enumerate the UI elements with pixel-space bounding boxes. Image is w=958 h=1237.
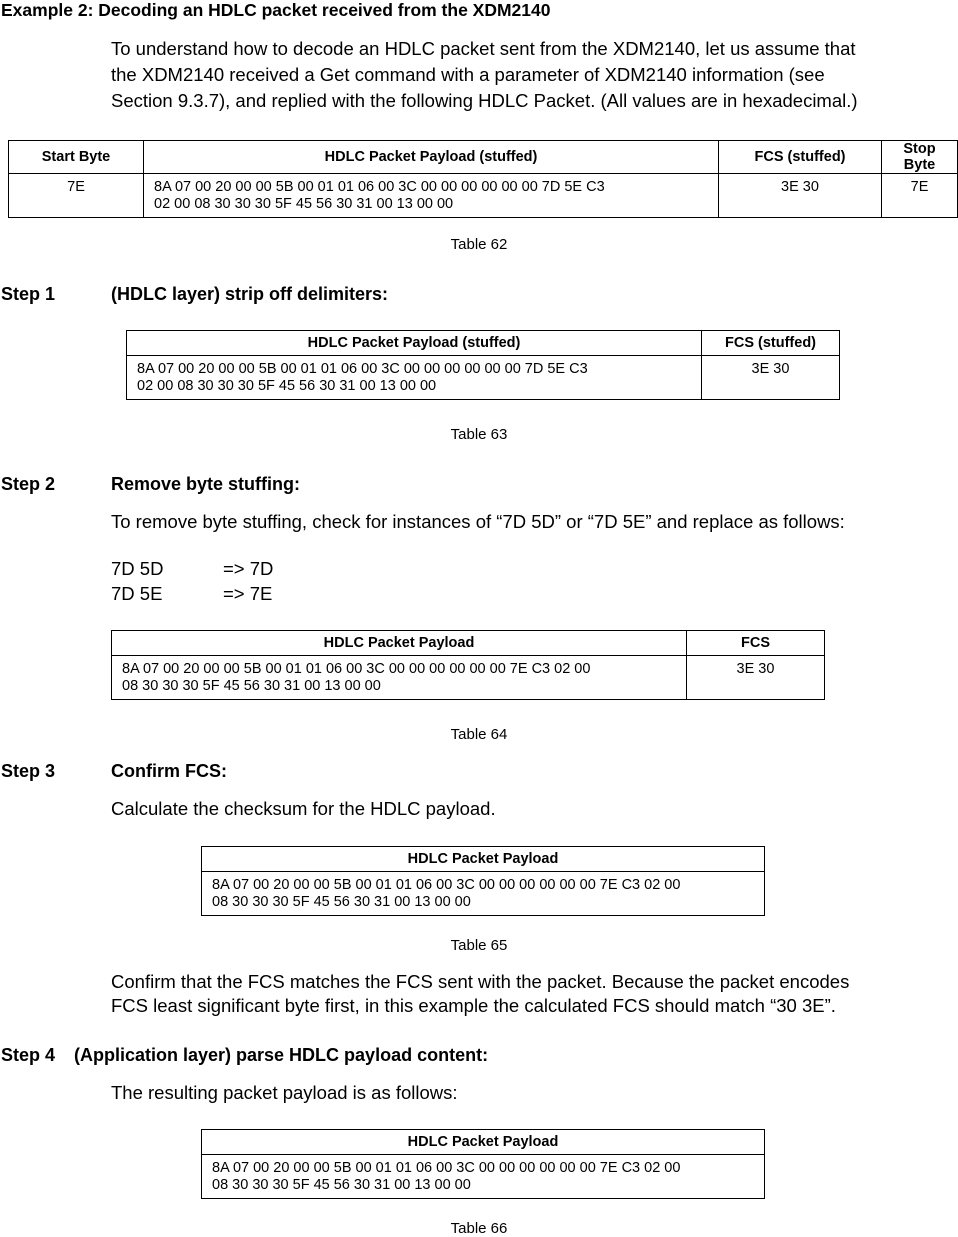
- table-caption: Table 66: [450, 1220, 508, 1237]
- table-62: [8, 140, 958, 218]
- table-header: FCS (stuffed): [719, 141, 882, 174]
- table-caption: Table 64: [450, 726, 508, 743]
- confirm-paragraph: [111, 970, 849, 1018]
- mapping-from: 7D 5E: [111, 583, 163, 604]
- payload-line: 8A 07 00 20 00 00 5B 00 01 01 06 00 3C 00 00 00 00 00 00 7D 5E C3: [137, 361, 588, 377]
- table-caption: Table 63: [450, 426, 508, 443]
- payload-line: 08 30 30 30 5F 45 56 30 31 00 13 00 00: [212, 1177, 471, 1193]
- table-header: HDLC Packet Payload (stuffed): [127, 331, 702, 356]
- table-header: FCS (stuffed): [702, 331, 840, 356]
- table-65: [201, 846, 765, 916]
- step-text: To remove byte stuffing, check for instances of “7D 5D” or “7D 5E” and replace as follows:: [111, 511, 845, 532]
- fcs-cell: 3E 30: [687, 656, 825, 700]
- table-header: HDLC Packet Payload (stuffed): [144, 141, 719, 174]
- stop-byte-cell: 7E: [882, 174, 958, 218]
- mapping-from: 7D 5D: [111, 558, 164, 579]
- payload-line: 8A 07 00 20 00 00 5B 00 01 01 06 00 3C 00 00 00 00 00 00 7E C3 02 00: [212, 877, 681, 893]
- step-title: (Application layer) parse HDLC payload content:: [74, 1045, 489, 1065]
- payload-cell: [144, 174, 719, 218]
- intro-paragraph: [111, 36, 858, 114]
- payload-line: 8A 07 00 20 00 00 5B 00 01 01 06 00 3C 00 00 00 00 00 00 7D 5E C3: [154, 179, 605, 195]
- step-title: (HDLC layer) strip off delimiters:: [111, 284, 389, 304]
- step-title: Remove byte stuffing:: [111, 474, 301, 494]
- intro-line: Section 9.3.7), and replied with the following HDLC Packet. (All values are in hexadecimal.): [111, 90, 858, 111]
- step-number: Step 1: [1, 284, 56, 304]
- mapping-row: [111, 558, 273, 580]
- fcs-cell: 3E 30: [702, 356, 840, 400]
- payload-cell: [112, 656, 687, 700]
- step-text: The resulting packet payload is as follows:: [111, 1082, 458, 1103]
- section-heading: Example 2: Decoding an HDLC packet received from the XDM2140: [1, 0, 551, 20]
- step-number: Step 4: [1, 1045, 56, 1065]
- intro-line: the XDM2140 received a Get command with a parameter of XDM2140 information (see: [111, 64, 825, 85]
- payload-line: 08 30 30 30 5F 45 56 30 31 00 13 00 00: [212, 894, 471, 910]
- step-text: Calculate the checksum for the HDLC payload.: [111, 798, 496, 819]
- mapping-to: => 7D: [223, 558, 274, 579]
- mapping-to: => 7E: [223, 583, 273, 604]
- payload-cell: [127, 356, 702, 400]
- mapping-row: [111, 583, 272, 605]
- confirm-line: Confirm that the FCS matches the FCS sent with the packet. Because the packet encodes: [111, 971, 850, 992]
- payload-cell: [202, 1155, 765, 1199]
- table-63: [126, 330, 840, 400]
- payload-line: 08 30 30 30 5F 45 56 30 31 00 13 00 00: [122, 678, 381, 694]
- payload-line: 02 00 08 30 30 30 5F 45 56 30 31 00 13 00 00: [154, 196, 454, 212]
- table-caption: Table 62: [450, 236, 508, 253]
- payload-line: 8A 07 00 20 00 00 5B 00 01 01 06 00 3C 00 00 00 00 00 00 7E C3 02 00: [122, 661, 591, 677]
- confirm-line: FCS least significant byte first, in this example the calculated FCS should match “30 3E”.: [111, 995, 836, 1016]
- payload-cell: [202, 872, 765, 916]
- table-header: HDLC Packet Payload: [112, 631, 687, 656]
- table-header: Stop Byte: [882, 141, 958, 174]
- step-title: Confirm FCS:: [111, 761, 227, 781]
- table-header: HDLC Packet Payload: [202, 847, 765, 872]
- table-64: [111, 630, 825, 700]
- step-number: Step 2: [1, 474, 56, 494]
- table-caption: Table 65: [450, 937, 508, 954]
- step-number: Step 3: [1, 761, 56, 781]
- fcs-cell: 3E 30: [719, 174, 882, 218]
- intro-line: To understand how to decode an HDLC packet sent from the XDM2140, let us assume that: [111, 38, 856, 59]
- start-byte-cell: 7E: [9, 174, 144, 218]
- table-header: Start Byte: [9, 141, 144, 174]
- table-66: [201, 1129, 765, 1199]
- table-header: FCS: [687, 631, 825, 656]
- payload-line: 8A 07 00 20 00 00 5B 00 01 01 06 00 3C 00 00 00 00 00 00 7E C3 02 00: [212, 1160, 681, 1176]
- payload-line: 02 00 08 30 30 30 5F 45 56 30 31 00 13 00 00: [137, 378, 437, 394]
- table-header: HDLC Packet Payload: [202, 1130, 765, 1155]
